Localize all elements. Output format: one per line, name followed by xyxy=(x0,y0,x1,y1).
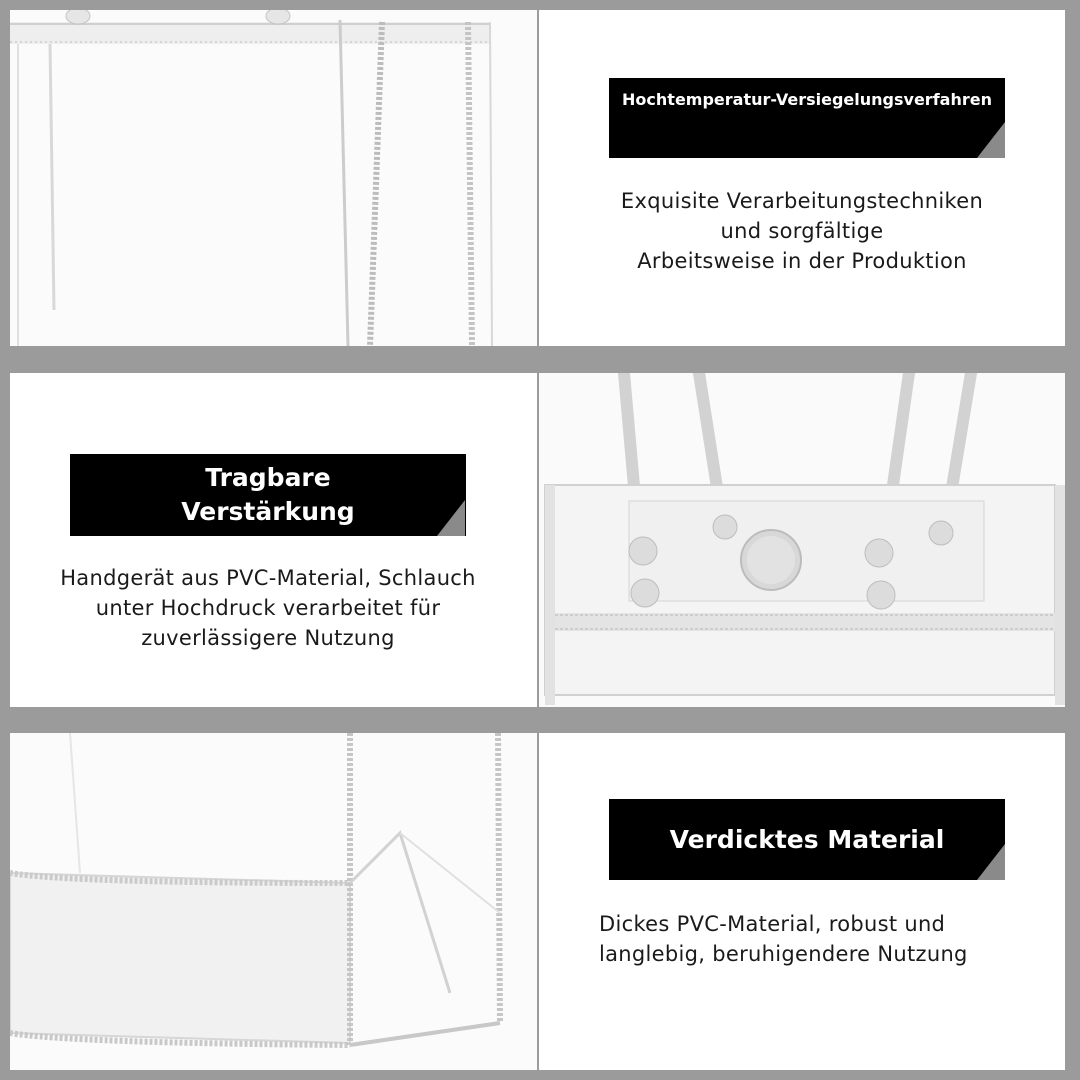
photo-bag-handles xyxy=(539,373,1065,707)
feature-title-line: Tragbare xyxy=(205,463,331,492)
feature-panel-handle xyxy=(10,373,537,707)
photo-bag-side-seam xyxy=(10,10,537,346)
feature-description: Exquisite Verarbeitungstechniken und sorgfältige Arbeitsweise in der Produktion xyxy=(620,189,984,273)
feature-panel-material xyxy=(539,733,1065,1070)
feature-description: Handgerät aus PVC-Material, Schlauch unter Hochdruck verarbeitet für zuverlässigere Nutzung xyxy=(60,566,476,650)
feature-title: Hochtemperatur-Versiegelungsverfahren xyxy=(622,90,992,109)
feature-panel-sealing xyxy=(539,10,1065,346)
bag-handles-illustration xyxy=(539,373,1065,707)
feature-title-line: Verstärkung xyxy=(181,497,355,526)
bag-side-seam-illustration xyxy=(10,10,537,346)
feature-description: Dickes PVC-Material, robust und langlebig, beruhigendere Nutzung xyxy=(599,912,968,966)
banner-notch xyxy=(437,500,465,536)
feature-title: Verdicktes Material xyxy=(669,825,945,854)
banner-notch xyxy=(977,844,1005,880)
feature-title-banner xyxy=(609,799,1005,880)
photo-bag-bottom xyxy=(10,733,537,1070)
bag-bottom-illustration xyxy=(10,733,537,1070)
banner-notch xyxy=(977,122,1005,158)
feature-title-banner xyxy=(70,454,466,536)
feature-title-banner xyxy=(609,78,1005,158)
